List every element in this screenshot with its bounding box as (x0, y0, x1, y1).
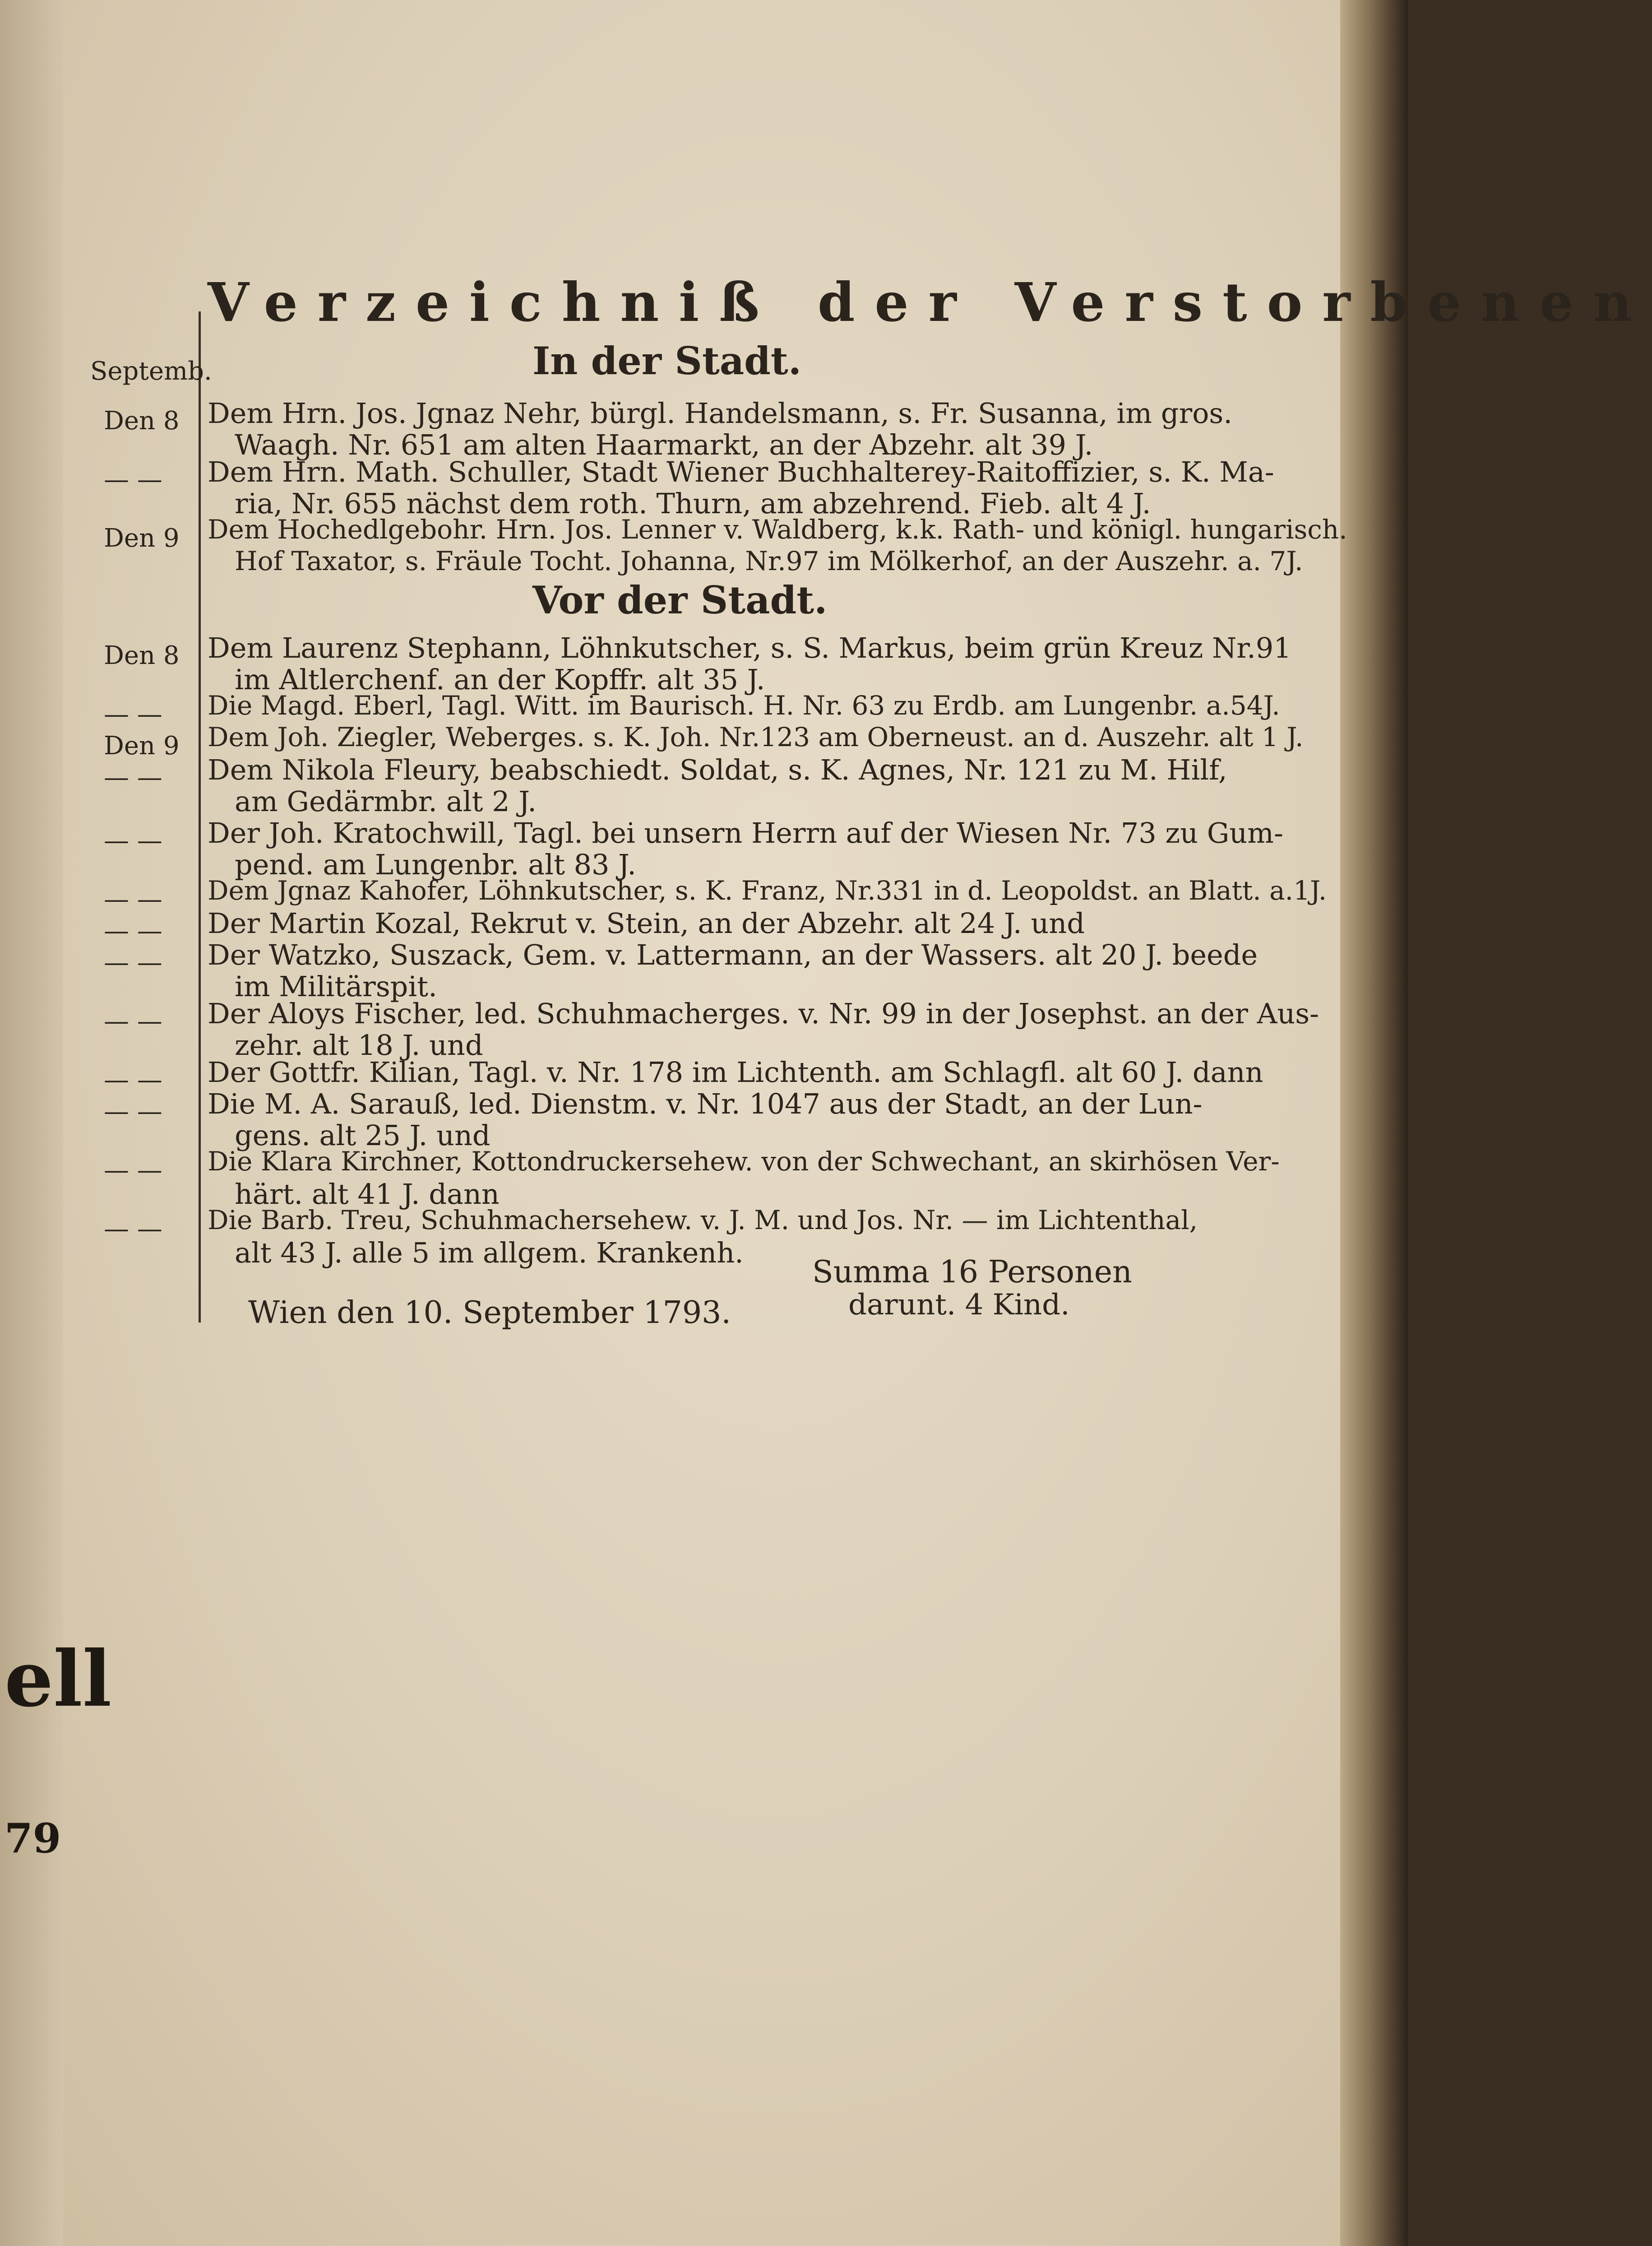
entry-line: Die Magd. Eberl, Tagl. Witt. im Baurisch. H. Nr. 63 zu Erdb. am Lungenbr. a.54J. (208, 690, 1280, 721)
margin-rule (199, 311, 201, 1323)
entry-line: pend. am Lungenbr. alt 83 J. (235, 848, 636, 881)
entry-date: — — (104, 916, 162, 946)
entry-date: — — (104, 465, 162, 494)
bleed-through-letters: ell (5, 1634, 112, 1724)
page-title: Verzeichniß der Verstorbenen (208, 271, 1652, 334)
entry-line: im Militärspit. (235, 970, 437, 1003)
entry-line: gens. alt 25 J. und (235, 1119, 491, 1152)
entry-date: Den 9 (104, 731, 180, 761)
entry-date: — — (104, 826, 162, 855)
entry-date: — — (104, 948, 162, 977)
entry-line: Die M. A. Sarauß, led. Dienstm. v. Nr. 1047 aus der Stadt, an der Lun- (208, 1087, 1203, 1120)
entry-line: Der Aloys Fischer, led. Schuhmacherges. v. Nr. 99 in der Josephst. an der Aus- (208, 997, 1319, 1030)
entry-line: Die Klara Kirchner, Kottondruckersehew. von der Schwechant, an skirhösen Ver- (208, 1146, 1280, 1177)
entry-line: Der Joh. Kratochwill, Tagl. bei unsern Herrn auf der Wiesen Nr. 73 zu Gum- (208, 817, 1283, 849)
entry-line: Waagh. Nr. 651 am alten Haarmarkt, an der Abzehr. alt 39 J. (235, 428, 1093, 461)
entry-line: Dem Hrn. Math. Schuller, Stadt Wiener Buchhalterey-Raitoffizier, s. K. Ma- (208, 455, 1274, 488)
entry-line: am Gedärmbr. alt 2 J. (235, 785, 537, 818)
bleed-through-ghost (925, 1607, 1331, 1724)
section-suburbs-heading: Vor der Stadt. (532, 578, 828, 622)
month-label: Septemb. (90, 357, 212, 386)
entry-date: Den 9 (104, 524, 180, 553)
entry-date: — — (104, 1155, 162, 1185)
entry-line: Dem Hochedlgebohr. Hrn. Jos. Lenner v. Waldberg, k.k. Rath- und königl. hungarisch. (208, 514, 1347, 545)
entry-line: Dem Laurenz Stephann, Löhnkutscher, s. S. Markus, beim grün Kreuz Nr.91 (208, 631, 1291, 664)
entry-line: im Altlerchenf. an der Kopffr. alt 35 J. (235, 663, 765, 696)
entry-date: Den 8 (104, 641, 180, 670)
entry-date: — — (104, 1214, 162, 1244)
entry-line: Dem Hrn. Jos. Jgnaz Nehr, bürgl. Handelsmann, s. Fr. Susanna, im gros. (208, 397, 1232, 430)
entry-date: — — (104, 700, 162, 729)
entry-date: — — (104, 1065, 162, 1095)
entry-line: Der Gottfr. Kilian, Tagl. v. Nr. 178 im Lichtenth. am Schlagfl. alt 60 J. dann (208, 1056, 1263, 1089)
section-city-heading: In der Stadt. (532, 339, 801, 383)
summary-total: Summa 16 Personen (812, 1254, 1132, 1290)
entry-line: Dem Jgnaz Kahofer, Löhnkutscher, s. K. Franz, Nr.331 in d. Leopoldst. an Blatt. a.1J. (208, 875, 1327, 906)
entry-line: Die Barb. Treu, Schuhmachersehew. v. J. M. und Jos. Nr. — im Lichtenthal, (208, 1205, 1198, 1235)
entry-line: härt. alt 41 J. dann (235, 1178, 500, 1211)
entry-date: — — (104, 885, 162, 914)
entry-date: — — (104, 763, 162, 792)
entry-line: Der Watzko, Suszack, Gem. v. Lattermann, an der Wassers. alt 20 J. beede (208, 938, 1258, 971)
entry-date: Den 8 (104, 406, 180, 436)
footer-place-date: Wien den 10. September 1793. (248, 1295, 731, 1331)
entry-line: ria, Nr. 655 nächst dem roth. Thurn, am abzehrend. Fieb. alt 4 J. (235, 487, 1151, 520)
summary-children: darunt. 4 Kind. (848, 1288, 1070, 1322)
entry-date: — — (104, 1097, 162, 1126)
page-gutter (0, 0, 63, 2246)
entry-date: — — (104, 1007, 162, 1036)
entry-line: Der Martin Kozal, Rekrut v. Stein, an der Abzehr. alt 24 J. und (208, 907, 1085, 940)
entry-line: alt 43 J. alle 5 im allgem. Krankenh. (235, 1236, 744, 1269)
entry-line: Dem Nikola Fleury, beabschiedt. Soldat, s. K. Agnes, Nr. 121 zu M. Hilf, (208, 753, 1227, 786)
entry-line: Hof Taxator, s. Fräule Tocht. Johanna, Nr.97 im Mölkerhof, an der Auszehr. a. 7J. (235, 546, 1303, 576)
page-edge (1340, 0, 1408, 2246)
bleed-through-digits: 79 (5, 1814, 61, 1862)
entry-line: Dem Joh. Ziegler, Weberges. s. K. Joh. Nr.123 am Oberneust. an d. Auszehr. alt 1 J. (208, 722, 1304, 752)
entry-line: zehr. alt 18 J. und (235, 1029, 483, 1062)
